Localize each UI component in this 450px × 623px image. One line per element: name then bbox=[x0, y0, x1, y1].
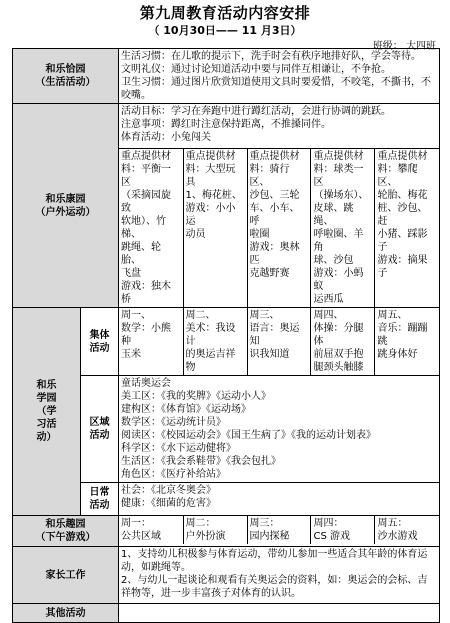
collective-day-3: 周三、 语言：奥运知 识我知道 bbox=[247, 308, 311, 375]
collective-label: 集体 活动 bbox=[81, 308, 119, 376]
row-hele-qia bbox=[13, 49, 440, 104]
qia-line-3: 卫生习惯：通过图片欣赏知道使用文具时要爱惜，不咬笔，不撕书，不咬嘴。 bbox=[121, 77, 432, 101]
row-parents bbox=[13, 547, 440, 604]
area-4: 重点提供材 料：球类一区 （操场东）、 皮球、跳绳、 呼啦圈、羊角 球、沙包 游戏：小蚂蚁 运西瓜 bbox=[311, 149, 375, 307]
section-label-yue: 和乐趣园 （下午游戏） bbox=[13, 516, 119, 547]
area-2: 重点提供材 料：大型玩具 1、梅花桩、 游戏：小小运 动员 bbox=[183, 149, 247, 307]
section-label-qia: 和乐恰园 （生活活动） bbox=[13, 49, 119, 104]
game-day-3: 周三： 园内探秘 bbox=[247, 516, 311, 544]
daily-content: 社会：《北京冬奥会》 健康：《细菌的危害》 bbox=[119, 483, 440, 516]
schedule-table bbox=[12, 48, 440, 623]
afternoon-games bbox=[119, 516, 440, 547]
kang-line-2: 注意事项：蹲红时注意保持距离，不推搡同伴。 bbox=[121, 119, 332, 130]
section-label-kang: 和乐康园 （户外运动） bbox=[13, 104, 119, 308]
row-hele-yue bbox=[13, 516, 440, 547]
kang-areas bbox=[119, 149, 440, 308]
section-label-xue: 和乐 学园 （学 习活 动） bbox=[13, 308, 81, 516]
class-label: 班级： 大四班 bbox=[372, 41, 436, 52]
qia-line-1: 生活习惯：在儿歌的提示下，洗手时会有秩序地排好队，学会等待。 bbox=[121, 51, 422, 62]
collective-days bbox=[119, 308, 440, 376]
qia-line-2: 文明礼仪：通过讨论知道活动中要与同伴互相谦让，不争抢。 bbox=[121, 64, 392, 75]
regional-label: 区域 活动 bbox=[81, 376, 119, 483]
game-day-1: 周一： 公共区域 bbox=[121, 518, 162, 542]
section-content-kang bbox=[119, 104, 440, 149]
page-title: 第九周教育活动内容安排 bbox=[139, 4, 311, 22]
collective-day-5: 周五、 音乐：蹦蹦跳 跳身体好 bbox=[375, 308, 439, 375]
section-content-qia bbox=[119, 49, 440, 104]
collective-day-1: 周一、 数学：小熊种 玉米 bbox=[121, 310, 172, 360]
collective-day-4: 周四、 体操：分腿体 前屈双手抱 腿颈头触膝 bbox=[311, 308, 375, 375]
regional-content: 童话奥运会 美工区：《我的奖牌》《运动小人》 建构区：《体育馆》《运动场》 数学区：《运动统计员》 阅读区：《校园运动会》《国王生病了》《我的运动计划表》 科学区：《水下运动健将》 生活区：《我会系鞋带》《我会包扎》 角色区：《医疗补给站》 bbox=[119, 376, 440, 483]
parents-label: 家长工作 bbox=[13, 547, 119, 604]
kang-line-3: 体育活动：小兔闯关 bbox=[121, 132, 212, 143]
game-day-5: 周五： 沙水游戏 bbox=[375, 516, 439, 544]
row-hele-xue-collective bbox=[13, 308, 440, 376]
row-other bbox=[13, 604, 440, 623]
area-3: 重点提供材 料：骑行区、 沙包、三轮 车、小车、呼 啦圈 游戏：奥林匹 克越野赛 bbox=[247, 149, 311, 307]
row-hele-kang bbox=[13, 104, 440, 149]
area-5: 重点提供材 料：攀爬区、 轮胎、梅花 桩、沙包、赶 小猪、踩影子 游戏：摘果子 bbox=[375, 149, 439, 307]
date-range: （ 10月30日—— 11 月3日） bbox=[148, 24, 302, 37]
collective-day-2: 周二、 美术：我设计 的奥运吉祥 物 bbox=[183, 308, 247, 375]
daily-label: 日常 活动 bbox=[81, 483, 119, 516]
area-1: 重点提供材 料：平衡一区 （采摘园旋致 软地）、竹梯、 跳绳、轮胎、 飞盘 游戏：独木桥 bbox=[121, 151, 172, 305]
parents-content: 1、支持幼儿积极参与体育运动，带幼儿参加一些适合其年龄的体育运动，如跳绳等。 2、与幼儿一起谈论和观看有关奥运会的资料，如：奥运会的会标、吉祥物等，进一步丰富孩子对体育的认识。 bbox=[119, 547, 440, 604]
game-day-4: 周四： CS 游戏 bbox=[311, 516, 375, 544]
other-content bbox=[119, 604, 440, 623]
game-day-2: 周二： 户外扮演 bbox=[183, 516, 247, 544]
other-label: 其他活动 bbox=[13, 604, 119, 623]
kang-line-1: 活动目标：学习在奔跑中进行蹲红活动，会进行协调的跳跃。 bbox=[121, 106, 392, 117]
